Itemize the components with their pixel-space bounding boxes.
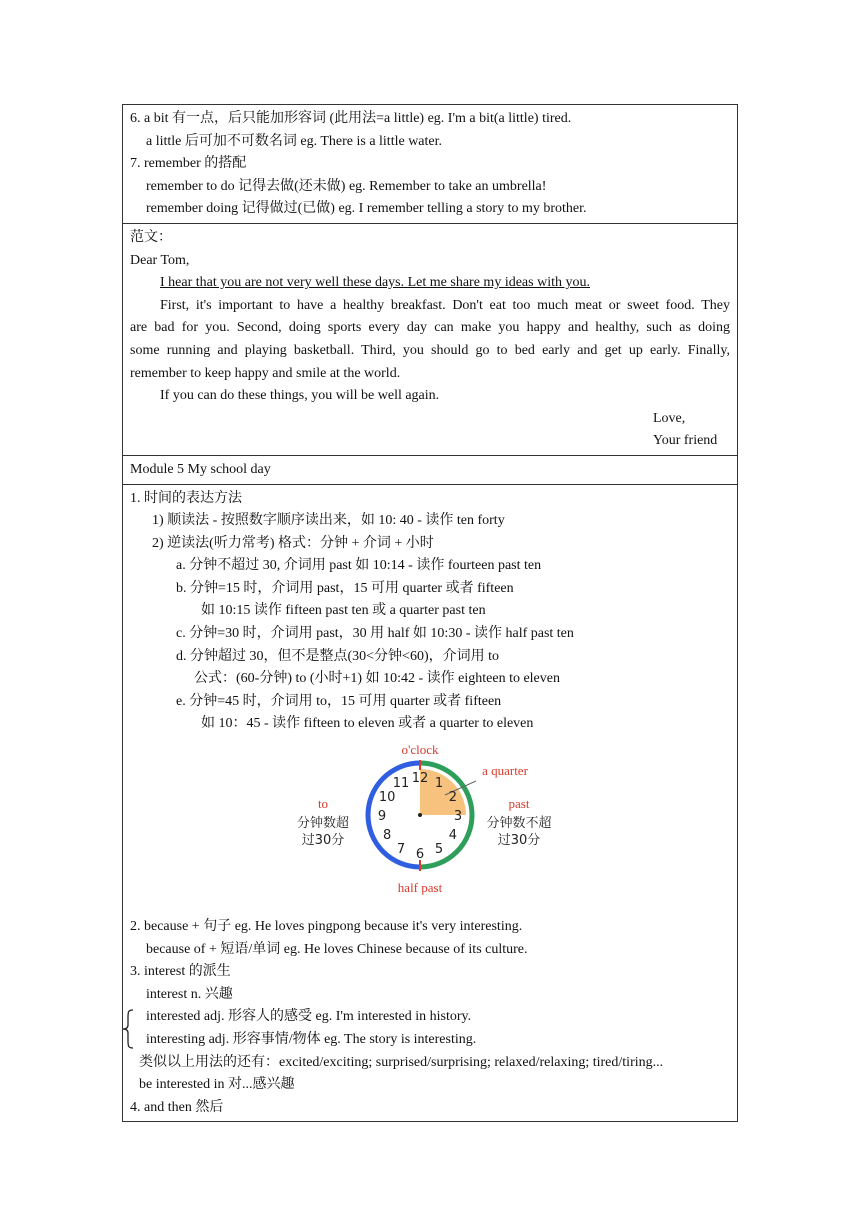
text-line: remember to do 记得去做(还未做) eg. Remember to take an umbrella! xyxy=(146,178,547,194)
text-line: interested adj. 形容人的感受 eg. I'm interested in history. xyxy=(146,1009,472,1025)
clock-figure xyxy=(290,740,570,910)
letter-greeting: Dear Tom, xyxy=(130,252,190,268)
label-past: past xyxy=(508,796,530,812)
clock-number: 11 xyxy=(392,776,410,792)
text-line: a little 后可加不可数名词 eg. There is a little water. xyxy=(146,133,443,149)
label-to-cn-2: 过30分 xyxy=(301,833,345,849)
text-line: because of + 短语/单词 eg. He loves Chinese because of its culture. xyxy=(146,941,528,957)
clock-number: 12 xyxy=(411,771,429,787)
module-title-cell xyxy=(123,456,737,485)
sample-letter-cell xyxy=(123,224,737,456)
label-to-cn-1: 分钟数超 xyxy=(296,816,350,832)
clock-number: 8 xyxy=(382,828,392,844)
module-title: Module 5 My school day xyxy=(130,461,271,477)
text-line: 3. interest 的派生 xyxy=(130,964,231,980)
text-line: a. 分钟不超过 30, 介词用 past 如 10:14 - 读作 fourteen past ten xyxy=(176,558,542,574)
clock-number: 4 xyxy=(448,828,458,844)
clock-number: 2 xyxy=(448,790,458,806)
letter-body-line: some running and playing basketball. Third, you should go to bed early and get up early. Finally, xyxy=(130,342,730,358)
letter-body-line: are bad for you. Second, doing sports every day can make you happy and healthy, such as doing xyxy=(130,320,730,336)
text-line: interesting adj. 形容事情/物体 eg. The story is interesting. xyxy=(146,1032,477,1047)
text-line: be interested in 对...感兴趣 xyxy=(139,1077,295,1093)
label-to: to xyxy=(317,796,329,812)
text-line: 1) 顺读法 - 按照数字顺序读出来，如 10: 40 - 读作 ten forty xyxy=(152,513,505,529)
text-line: 2. because + 句子 eg. He loves pingpong because it's very interesting. xyxy=(130,919,523,935)
text-line: 2) 逆读法(听力常考) 格式：分钟 + 介词 + 小时 xyxy=(152,535,434,551)
letter-sign-name: Your friend xyxy=(653,433,718,449)
text-line: 7. remember 的搭配 xyxy=(130,156,247,172)
text-line: e. 分钟=45 时，介词用 to，15 可用 quarter 或者 fifteen xyxy=(176,693,502,709)
text-line: 4. and then 然后 xyxy=(130,1099,224,1115)
letter-intro xyxy=(130,272,730,295)
letter-body-line: remember to keep happy and smile at the world. xyxy=(130,365,401,381)
clock-number: 3 xyxy=(453,809,463,825)
text-line: 如 10:15 读作 fifteen past ten 或 a quarter past ten xyxy=(201,603,486,619)
clock-number: 10 xyxy=(378,790,396,806)
text-line: b. 分钟=15 时，介词用 past，15 可用 quarter 或者 fifteen xyxy=(176,580,514,596)
brace-icon xyxy=(121,1006,135,1052)
label-half-past: half past xyxy=(397,880,443,896)
text-line: 6. a bit 有一点，后只能加形容词 (此用法=a little) eg. I'm a bit(a little) tired. xyxy=(130,111,572,126)
text-line: 类似以上用法的还有：excited/exciting; surprised/surprising; relaxed/relaxing; tired/tiring... xyxy=(139,1054,664,1070)
time-expression-cell xyxy=(123,485,737,1122)
label-past-cn-1: 分钟数不超 xyxy=(486,816,552,832)
clock-number: 1 xyxy=(434,776,444,792)
sample-label: 范文： xyxy=(130,229,172,245)
clock-number: 6 xyxy=(415,847,425,863)
clock-diagram xyxy=(130,736,730,916)
letter-intro-text: I hear that you are not very well these days. Let me share my ideas with you. xyxy=(160,275,590,291)
clock-number: 5 xyxy=(434,841,444,857)
label-oclock: o'clock xyxy=(401,742,439,758)
text-line: 公式：(60-分钟) to (小时+1) 如 10:42 - 读作 eighteen to eleven xyxy=(194,671,560,687)
letter-closing: If you can do these things, you will be well again. xyxy=(160,388,440,404)
clock-number: 7 xyxy=(396,841,406,857)
text-line: remember doing 记得做过(已做) eg. I remember telling a story to my brother. xyxy=(146,201,587,217)
letter-body-line: First, it's important to have a healthy breakfast. Don't eat too much meat or sweet food. They xyxy=(160,297,730,313)
grammar-cell-bit-remember xyxy=(123,105,737,224)
text-line: c. 分钟=30 时，介词用 past，30 用 half 如 10:30 - 读作 half past ten xyxy=(176,626,574,642)
label-a-quarter: a quarter xyxy=(482,763,528,779)
letter-sign-love: Love, xyxy=(653,410,686,426)
derivation-group xyxy=(130,1006,730,1051)
clock-center xyxy=(418,813,422,817)
text-line: 如 10：45 - 读作 fifteen to eleven 或者 a quarter to eleven xyxy=(201,716,534,732)
clock-number: 9 xyxy=(377,809,387,825)
text-line: 1. 时间的表达方法 xyxy=(130,490,242,506)
label-past-cn-2: 过30分 xyxy=(497,833,541,849)
notes-table xyxy=(122,104,738,1122)
text-line: d. 分钟超过 30，但不是整点(30<分钟<60)，介词用 to xyxy=(176,648,500,664)
text-line: interest n. 兴趣 xyxy=(146,986,233,1002)
